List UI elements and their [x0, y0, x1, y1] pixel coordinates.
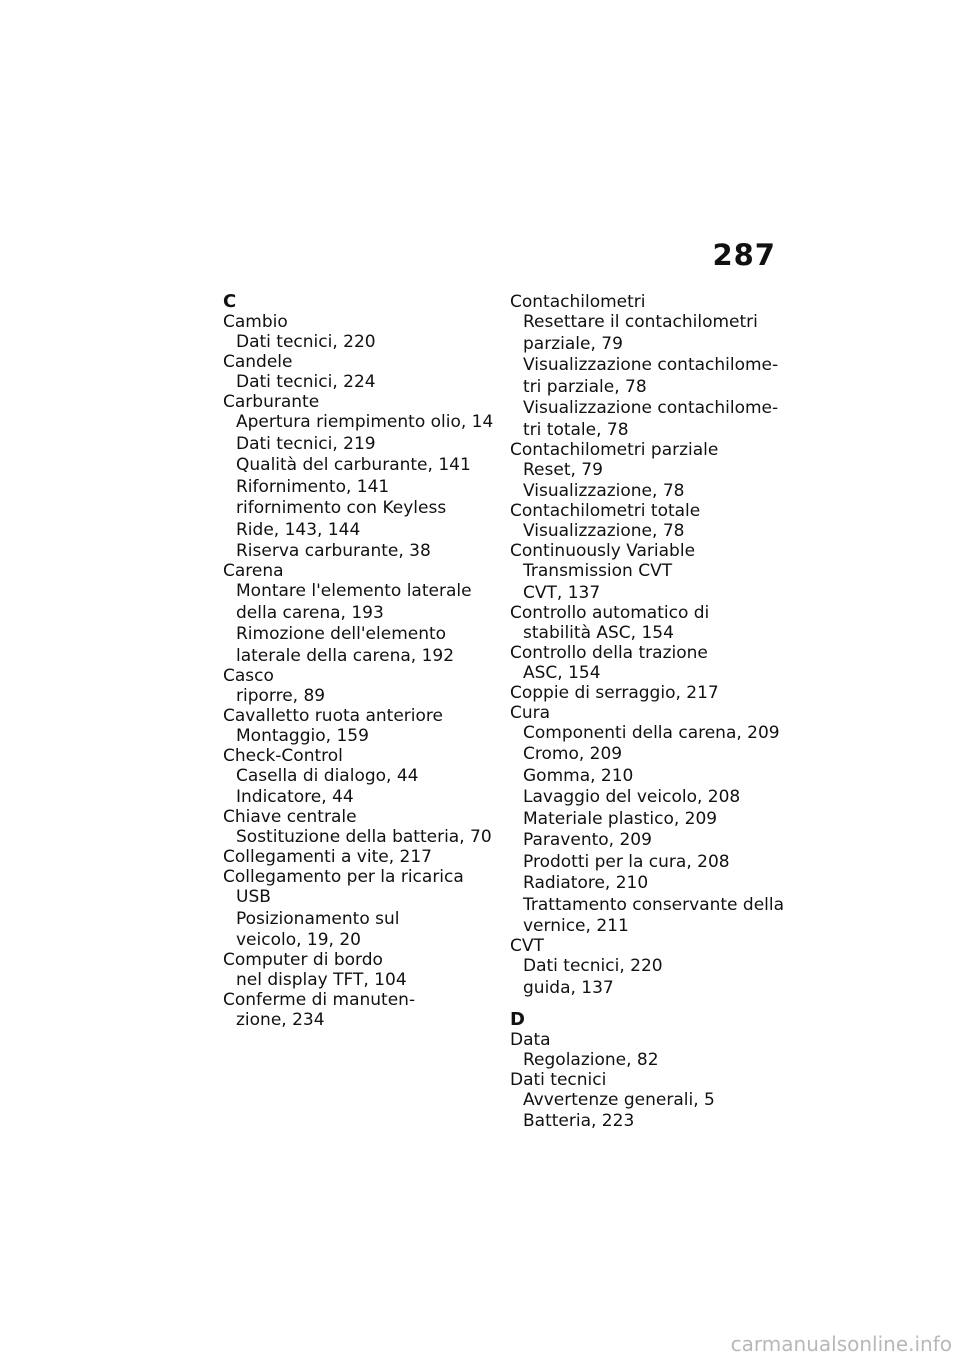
- index-term: Carena: [223, 561, 284, 581]
- index-term: Casco: [223, 665, 274, 686]
- index-term: Contachilometri: [510, 292, 646, 312]
- index-subentry: Sostituzione della batteria, 70: [236, 827, 492, 847]
- index-subentry: tri parziale, 78: [523, 376, 647, 397]
- index-term: Data: [510, 1029, 551, 1050]
- index-column-right: [510, 292, 785, 1131]
- index-subentry: rifornimento con Keyless: [236, 498, 447, 518]
- index-subentry: Dati tecnici, 220: [236, 332, 376, 352]
- index-subentry: Rifornimento, 141: [236, 476, 390, 497]
- index-subentry: CVT, 137: [523, 582, 601, 603]
- index-subentry: Paravento, 209: [523, 830, 652, 850]
- index-term: Cambio: [223, 312, 288, 332]
- index-letter-heading: C: [223, 291, 237, 312]
- watermark: carmanualsonline.info: [730, 1332, 952, 1356]
- index-term: Carburante: [223, 392, 320, 412]
- index-subentry: parziale, 79: [523, 333, 623, 354]
- index-subentry: Visualizzazione, 78: [523, 521, 685, 541]
- index-subentry: Gomma, 210: [523, 765, 634, 786]
- index-term: Controllo della trazione: [510, 642, 708, 663]
- index-subentry: Dati tecnici, 224: [236, 372, 376, 392]
- index-term: Contachilometri totale: [510, 501, 701, 521]
- index-subentry: nel display TFT, 104: [236, 970, 407, 990]
- index-term: Cavalletto ruota anteriore: [223, 705, 443, 726]
- index-subentry: Montare l'elemento laterale: [236, 581, 472, 601]
- index-subentry: Materiale plastico, 209: [523, 808, 718, 829]
- index-subentry: Componenti della carena, 209: [523, 722, 780, 743]
- index-subentry: Lavaggio del veicolo, 208: [523, 787, 741, 807]
- index-subentry: Riserva carburante, 38: [236, 541, 431, 561]
- index-subentry: stabilità ASC, 154: [523, 622, 674, 643]
- index-term: Controllo automatico di: [510, 602, 710, 623]
- index-term: Collegamenti a vite, 217: [223, 847, 432, 867]
- index-subentry: Batteria, 223: [523, 1111, 635, 1131]
- index-subentry: veicolo, 19, 20: [236, 930, 361, 950]
- index-subentry: Posizionamento sul: [236, 908, 400, 929]
- index-subentry: riporre, 89: [236, 685, 326, 706]
- index-subentry: Visualizzazione contachilome-: [523, 398, 779, 418]
- index-subentry: Visualizzazione contachilome-: [523, 355, 779, 375]
- index-term: Check-Control: [223, 745, 343, 766]
- index-subentry: Regolazione, 82: [523, 1049, 659, 1070]
- index-subentry: della carena, 193: [236, 602, 384, 623]
- index-subentry: Apertura riempimento olio, 14: [236, 412, 494, 432]
- index-subentry: Trattamento conservante della: [523, 894, 785, 915]
- index-subentry: tri totale, 78: [523, 419, 629, 440]
- index-subentry: Resettare il contachilometri: [523, 312, 758, 332]
- index-subentry: Transmission CVT: [523, 561, 673, 581]
- index-term: Computer di bordo: [223, 950, 383, 970]
- index-subentry: zione, 234: [236, 1010, 325, 1030]
- index-term: Conferme di manuten-: [223, 990, 416, 1010]
- index-subentry: guida, 137: [523, 977, 614, 998]
- index-term: CVT: [510, 936, 544, 956]
- index-subentry: Visualizzazione, 78: [523, 481, 685, 501]
- index-term: Coppie di serraggio, 217: [510, 682, 719, 703]
- index-subentry: vernice, 211: [523, 916, 629, 936]
- index-term: Chiave centrale: [223, 807, 357, 827]
- index-subentry: ASC, 154: [523, 662, 601, 683]
- index-term: Continuously Variable: [510, 541, 696, 561]
- index-subentry: Radiatore, 210: [523, 873, 649, 893]
- index-subentry: Rimozione dell'elemento: [236, 624, 447, 644]
- index-subentry: Casella di dialogo, 44: [236, 765, 419, 786]
- index-subentry: Dati tecnici, 220: [523, 956, 663, 976]
- index-subentry: Reset, 79: [523, 459, 603, 480]
- index-term: Candele: [223, 352, 293, 372]
- index-term: Cura: [510, 702, 551, 723]
- index-subentry: Prodotti per la cura, 208: [523, 851, 730, 872]
- index-subentry: Indicatore, 44: [236, 787, 354, 807]
- index-subentry: Ride, 143, 144: [236, 519, 361, 540]
- index-column-left: [223, 292, 498, 1030]
- index-subentry: Qualità del carburante, 141: [236, 455, 471, 475]
- index-subentry: Montaggio, 159: [236, 725, 369, 746]
- index-term: Collegamento per la ricarica: [223, 867, 464, 887]
- index-subentry: laterale della carena, 192: [236, 645, 455, 666]
- index-subentry: Avvertenze generali, 5: [523, 1089, 715, 1110]
- index-subentry: Dati tecnici, 219: [236, 433, 376, 454]
- page-number: 287: [712, 238, 776, 272]
- index-term: Dati tecnici: [510, 1069, 607, 1090]
- index-letter-heading: D: [510, 1008, 525, 1030]
- index-subentry: USB: [236, 887, 271, 907]
- index-subentry: Cromo, 209: [523, 744, 623, 764]
- index-term: Contachilometri parziale: [510, 439, 719, 460]
